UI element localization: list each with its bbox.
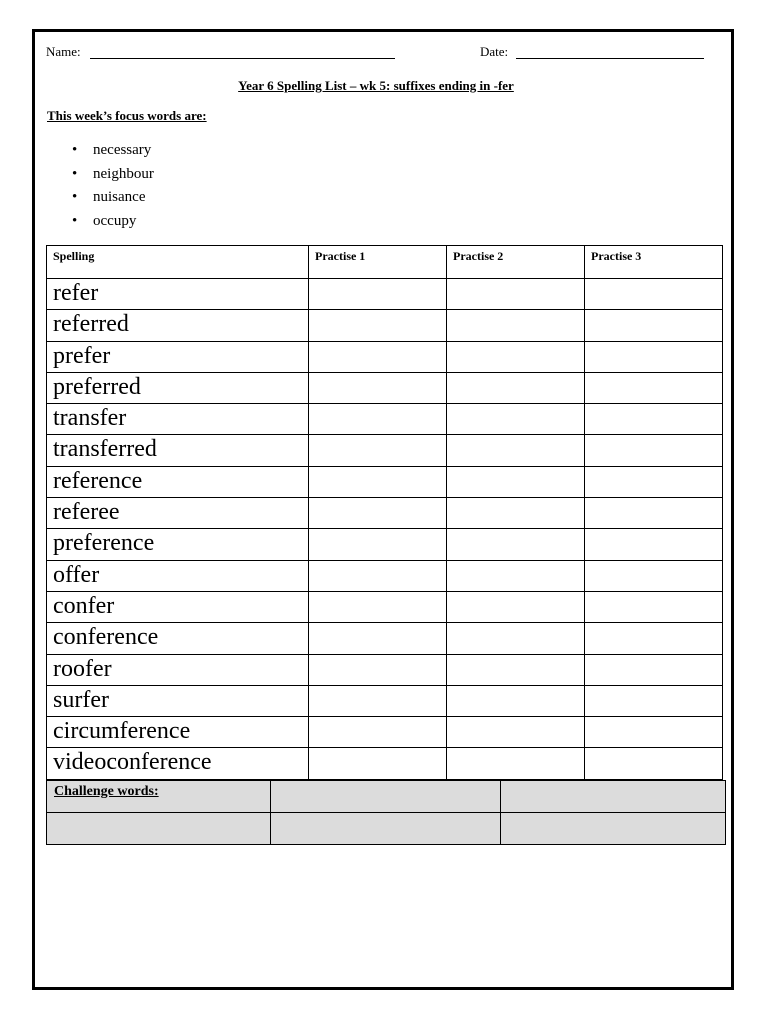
table-row [47,748,723,779]
practise-1-cell[interactable] [309,498,447,529]
table-row [47,591,723,622]
practise-2-cell[interactable] [447,529,585,560]
practise-1-cell[interactable] [309,372,447,403]
practise-3-cell[interactable] [585,435,723,466]
spelling-word: confer [47,591,309,622]
spelling-word: roofer [47,654,309,685]
header-practise-1: Practise 1 [309,246,447,279]
table-row [47,560,723,591]
table-row [47,498,723,529]
challenge-cell[interactable] [47,813,271,845]
practise-1-cell[interactable] [309,748,447,779]
spelling-word: preference [47,529,309,560]
practise-1-cell[interactable] [309,435,447,466]
practise-2-cell[interactable] [447,717,585,748]
practise-3-cell[interactable] [585,466,723,497]
spelling-word: surfer [47,685,309,716]
spelling-word: refer [47,279,309,310]
practise-2-cell[interactable] [447,372,585,403]
practise-1-cell[interactable] [309,560,447,591]
practise-1-cell[interactable] [309,529,447,560]
spelling-word: prefer [47,341,309,372]
table-row [47,685,723,716]
practise-1-cell[interactable] [309,341,447,372]
practise-3-cell[interactable] [585,685,723,716]
practise-2-cell[interactable] [447,654,585,685]
practise-3-cell[interactable] [585,623,723,654]
practise-2-cell[interactable] [447,279,585,310]
practise-3-cell[interactable] [585,498,723,529]
practise-1-cell[interactable] [309,654,447,685]
challenge-cell[interactable] [271,781,501,813]
practise-1-cell[interactable] [309,591,447,622]
header-spelling: Spelling [47,246,309,279]
spelling-word: referee [47,498,309,529]
practise-2-cell[interactable] [447,685,585,716]
practise-2-cell[interactable] [447,498,585,529]
practise-2-cell[interactable] [447,623,585,654]
challenge-cell[interactable] [501,813,726,845]
focus-word: • nuisance [72,187,154,211]
practise-2-cell[interactable] [447,560,585,591]
header-practise-2: Practise 2 [447,246,585,279]
spelling-word: preferred [47,372,309,403]
date-label: Date: [480,44,509,59]
practise-3-cell[interactable] [585,372,723,403]
practise-1-cell[interactable] [309,310,447,341]
practise-1-cell[interactable] [309,404,447,435]
practise-3-cell[interactable] [585,591,723,622]
practise-1-cell[interactable] [309,717,447,748]
page-title: Year 6 Spelling List – wk 5: suffixes ending in -fer [238,78,514,93]
focus-word: • necessary [72,140,154,164]
table-row [47,466,723,497]
practise-3-cell[interactable] [585,341,723,372]
table-row [47,341,723,372]
practise-1-cell[interactable] [309,685,447,716]
name-date-row [46,44,706,64]
table-header-row [47,246,723,279]
practise-1-cell[interactable] [309,279,447,310]
table-row [47,279,723,310]
practise-2-cell[interactable] [447,748,585,779]
spelling-word: videoconference [47,748,309,779]
practise-2-cell[interactable] [447,310,585,341]
practise-2-cell[interactable] [447,435,585,466]
spelling-table-body [47,279,723,780]
spelling-word: circumference [47,717,309,748]
practise-3-cell[interactable] [585,529,723,560]
challenge-row [47,781,726,813]
practise-3-cell[interactable] [585,560,723,591]
practise-3-cell[interactable] [585,654,723,685]
practise-2-cell[interactable] [447,591,585,622]
table-row [47,404,723,435]
practise-2-cell[interactable] [447,341,585,372]
spelling-word: referred [47,310,309,341]
focus-heading: This week’s focus words are: [47,108,207,123]
focus-word-list [72,140,154,234]
practise-1-cell[interactable] [309,623,447,654]
challenge-cell[interactable] [271,813,501,845]
challenge-row [47,813,726,845]
spelling-word: transferred [47,435,309,466]
challenge-table [46,780,726,845]
spelling-word: offer [47,560,309,591]
table-row [47,529,723,560]
practise-3-cell[interactable] [585,717,723,748]
practise-3-cell[interactable] [585,748,723,779]
spelling-word: transfer [47,404,309,435]
date-line [516,58,704,59]
practise-3-cell[interactable] [585,279,723,310]
spelling-table [46,245,723,780]
header-practise-3: Practise 3 [585,246,723,279]
focus-word: • neighbour [72,164,154,188]
table-row [47,623,723,654]
focus-word: • occupy [72,211,154,235]
name-label: Name: [46,44,81,59]
table-row [47,310,723,341]
table-row [47,372,723,403]
practise-2-cell[interactable] [447,404,585,435]
spelling-word: conference [47,623,309,654]
challenge-label: Challenge words: [47,781,271,813]
practise-2-cell[interactable] [447,466,585,497]
challenge-cell[interactable] [501,781,726,813]
spelling-word: reference [47,466,309,497]
practise-3-cell[interactable] [585,310,723,341]
practise-1-cell[interactable] [309,466,447,497]
practise-3-cell[interactable] [585,404,723,435]
name-line [90,58,395,59]
table-row [47,435,723,466]
table-row [47,654,723,685]
table-row [47,717,723,748]
